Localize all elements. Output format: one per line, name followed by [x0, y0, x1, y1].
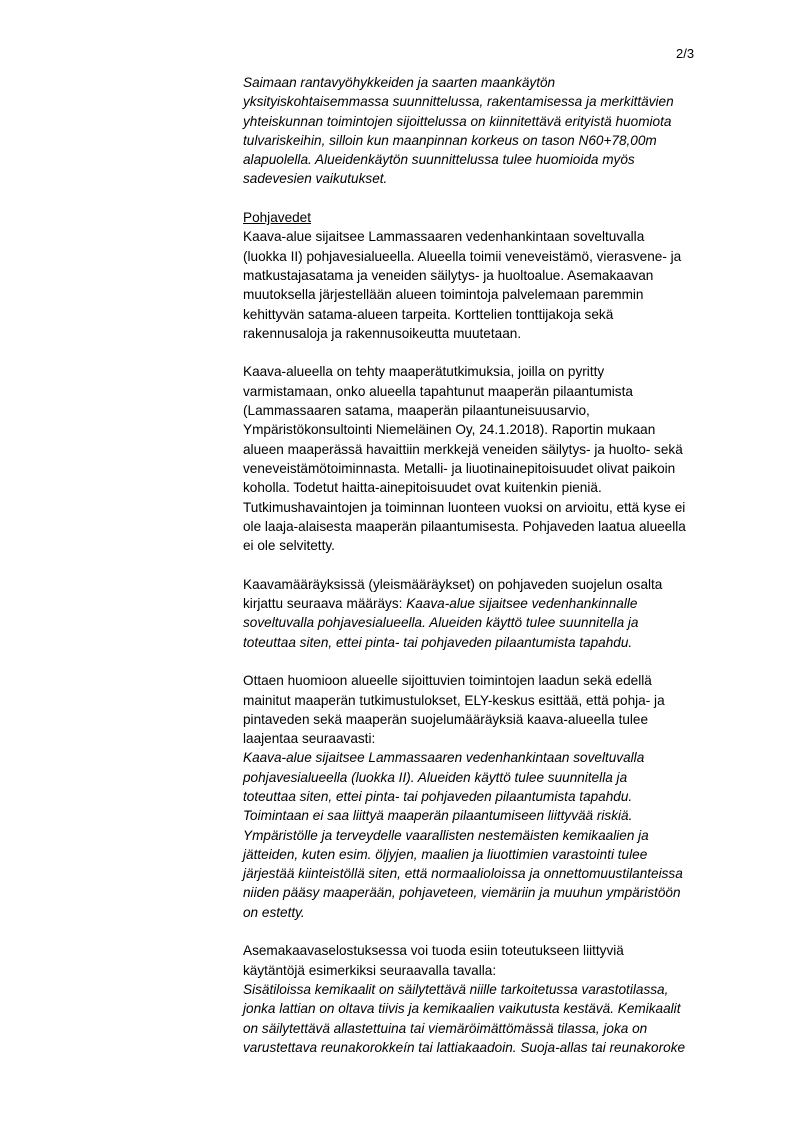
text-line: pohjavesialueella (luokka II). Alueiden käyttö tulee suunnitella ja — [243, 769, 628, 785]
text-line: varustettava reunakorokkeín tai lattiakaadoin. Suoja-allas tai reunakoroke — [243, 1039, 686, 1055]
text-line: niiden pääsy maaperään, pohjaveteen, viemäriin ja muuhun ympäristöön — [243, 885, 681, 901]
text-line: ole laaja-alaisesta maaperän pilaantumisesta. Pohjaveden laatua alueella — [243, 518, 686, 534]
text-line: rakennusaloja ja rakennusoikeutta muutetaan. — [243, 325, 522, 341]
text-line: on estetty. — [243, 904, 305, 920]
text-line: Kaava-alue sijaitsee Lammassaaren vedenhankintaan soveltuvalla — [243, 750, 645, 766]
text-line: (luokka II) pohjavesialueella. Alueella toimii veneveistämö, vierasvene- ja — [243, 248, 682, 264]
text-line: kehittyvän satama-alueen tarpeita. Korttelien tonttijakoja sekä — [243, 306, 614, 322]
text-line: tulvariskeihin, silloin kun maanpinnan korkeus on tason N60+78,00m — [243, 132, 657, 148]
paragraph-flood-risk — [243, 73, 743, 189]
text-line: Kaava-alue sijaitsee Lammassaaren vedenhankintaan soveltuvalla — [243, 229, 645, 245]
page-number: 2/3 — [676, 46, 695, 61]
paragraph-soil-survey — [243, 362, 743, 555]
paragraph-ely-proposal — [243, 671, 743, 922]
text-italic: Kaava-alue sijaitsee vedenhankinnalle — [406, 596, 638, 612]
section-heading: Pohjavedet — [243, 210, 312, 226]
text-line: jonka lattian on oltava tiivis ja kemikaalien vaikutusta kestävä. Kemikaalit — [243, 1001, 681, 1017]
text-line: (Lammassaaren satama, maaperän pilaantuneisuusarvio, — [243, 403, 590, 419]
text-line: matkustajasatama ja veneiden säilytys- ja huoltoalue. Asemakaavan — [243, 267, 654, 283]
text-line: veneveistämötoiminnasta. Metalli- ja liuotinainepitoisuudet olivat paikoin — [243, 460, 676, 476]
text-line: toteuttaa siten, ettei pinta- tai pohjaveden pilaantumista tapahdu. — [243, 788, 633, 804]
text-line: jätteiden, kuten esim. öljyjen, maalien ja liuottimien varastointi tulee — [243, 846, 648, 862]
text-line: koholla. Todetut haitta-ainepitoisuudet ovat kuitenkin pieniä. — [243, 480, 602, 496]
text-line: Kaava-alueella on tehty maaperätutkimuksia, joilla on pyritty — [243, 364, 605, 380]
document-body — [243, 73, 743, 1057]
text-line: sadevesien vaikutukset. — [243, 171, 388, 187]
text-line: Ympäristölle ja terveydelle vaarallisten nestemäisten kemikaalien ja — [243, 827, 649, 843]
text-line: on säilytettävä allastettuina tai viemäröimättömässä tilassa, joka on — [243, 1020, 648, 1036]
section-groundwater — [243, 208, 743, 343]
text-line: alapuolella. Alueidenkäytön suunnittelussa tulee huomioida myös — [243, 152, 635, 168]
text-line: Asemakaavaselostuksessa voi tuoda esiin toteutukseen liittyviä — [243, 943, 624, 959]
text-line: yksityiskohtaisemmassa suunnittelussa, rakentamisessa ja merkittävien — [243, 94, 674, 110]
text-line: käytäntöjä esimerkiksi seuraavalla tavalla: — [243, 962, 497, 978]
text-normal: kirjattu seuraava määräys: — [243, 596, 407, 612]
text-line: toteuttaa siten, ettei pinta- tai pohjaveden pilaantumista tapahdu. — [243, 634, 633, 650]
text-line: ei ole selvitetty. — [243, 538, 335, 554]
text-line: varmistamaan, onko alueella tapahtunut maaperän pilaantumista — [243, 383, 633, 399]
text-line: Sisätiloissa kemikaalit on säilytettävä niille tarkoitetussa varastotilassa, — [243, 981, 669, 997]
text-line: Ympäristökonsultointi Niemeläinen Oy, 24.1.2018). Raportin mukaan — [243, 422, 656, 438]
text-line: Toimintaan ei saa liittyä maaperän pilaantumiseen liittyvää riskiä. — [243, 808, 633, 824]
text-line: mainitut maaperän tutkimustulokset, ELY-keskus esittää, että pohja- ja — [243, 692, 665, 708]
text-line: alueen maaperässä havaittiin merkkejä veneiden säilytys- ja huolto- sekä — [243, 441, 683, 457]
text-line: järjestää kiinteistöllä siten, että normaalioloissa ja onnettomuustilanteissa — [243, 866, 683, 882]
text-line: yhteiskunnan toimintojen sijoittelussa on kiinnitettävä erityistä huomiota — [243, 113, 672, 129]
text-line: Ottaen huomioon alueelle sijoittuvien toimintojen laadun sekä edellä — [243, 673, 652, 689]
text-line: Tutkimushavaintojen ja toiminnan luonteen vuoksi on arvioitu, että kyse ei — [243, 499, 686, 515]
text-line: laajentaa seuraavasti: — [243, 731, 376, 747]
paragraph-implementation — [243, 941, 743, 1057]
paragraph-regulations — [243, 575, 743, 652]
text-line: Kaavamääräyksissä (yleismääräykset) on pohjaveden suojelun osalta — [243, 576, 663, 592]
text-line: Saimaan rantavyöhykkeiden ja saarten maankäytön — [243, 75, 556, 90]
text-line: soveltuvalla pohjavesialueella. Alueiden käyttö tulee suunnitella ja — [243, 615, 639, 631]
text-line: muutoksella järjestellään alueen toimintoja palvelemaan paremmin — [243, 287, 644, 303]
text-line-mixed — [243, 594, 743, 613]
text-line: pintaveden sekä maaperän suojelumääräyksiä kaava-alueella tulee — [243, 711, 649, 727]
